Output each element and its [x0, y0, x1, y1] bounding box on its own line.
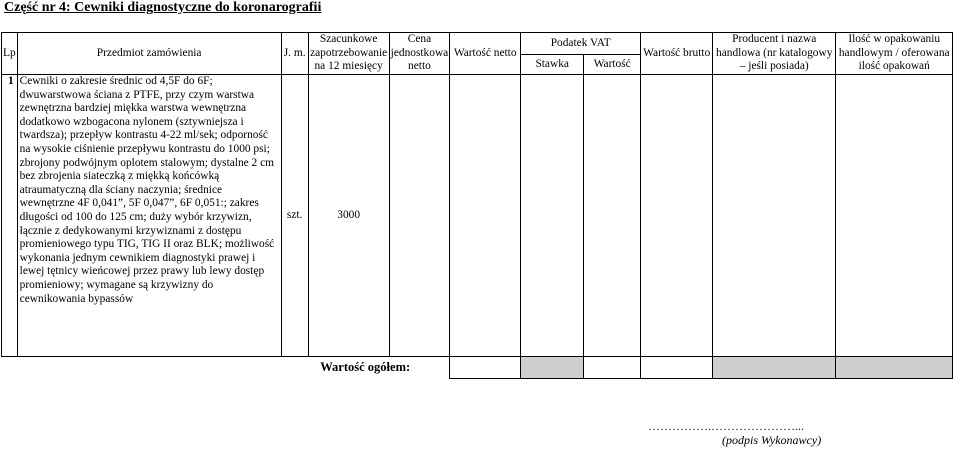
header-vat: Podatek VAT	[521, 33, 641, 55]
header-unit: J. m.	[281, 33, 308, 75]
row-unit: szt.	[281, 75, 308, 357]
table-row	[2, 75, 953, 357]
total-producer-shaded	[713, 357, 836, 379]
row-lp: 1	[2, 75, 18, 357]
header-gross-value: Wartość brutto	[641, 33, 713, 75]
header-vat-value: Wartość	[584, 55, 641, 75]
header-vat-rate: Stawka	[521, 55, 584, 75]
cell-vat-value[interactable]	[584, 75, 641, 357]
header-item: Przedmiot zamówienia	[17, 33, 281, 75]
page-title: Część nr 4: Cewniki diagnostyczne do koronarografii	[4, 0, 322, 15]
cell-unit-price[interactable]	[389, 75, 450, 357]
cell-producer[interactable]	[713, 75, 836, 357]
header-net-value: Wartość netto	[450, 33, 521, 75]
row-description: Cewniki o zakresie średnic od 4,5F do 6F; dwuwarstwowa ściana z PTFE, przy czym warstwa zewnętrzna bardziej miękka warstwa wewnętrzna dodatkowo wzbogacona nylonem (sztywniejsza i twardsza); przepływ kontrastu 4-22 ml/sek; odporność na wysokie ciśnienie przepływu kontrastu do 1000 psi; zbrojony podwójnym oplotem stalowym; dystalne 2 cm bez zbrojenia siateczką z miękką końcówką atraumatyczną dla ściany naczynia; średnice wewnętrzne 4F 0,041”, 5F 0,047”, 6F 0,051:; zakres długości od 100 do 125 cm; duży wybór krzywizn, łącznie z dedykowanymi krzywiznami z dostępu promieniowego typu TIG, TIG II oraz BLK; możliwość wykonania jednym cewnikiem diagnostyki prawej i lewej tętnicy wieńcowej przez prawy lub lewy dostęp promieniowy; wymagane są krzywizny do cewnikowania bypassów	[17, 75, 281, 357]
header-unit-price: Cena jednostkowa netto	[389, 33, 450, 75]
signature-label: (podpis Wykonawcy)	[722, 433, 822, 447]
header-producer: Producent i nazwa handlowa (nr katalogowy – jeśli posiada)	[713, 33, 836, 75]
header-demand: Szacunkowe zapotrzebowanie na 12 miesięcy	[308, 33, 389, 75]
offer-table	[1, 32, 953, 379]
total-vat-rate-shaded	[521, 357, 584, 379]
cell-vat-rate[interactable]	[521, 75, 584, 357]
cell-gross-value[interactable]	[641, 75, 713, 357]
signature-line: …………….…………………...	[648, 419, 804, 433]
cell-net-value[interactable]	[450, 75, 521, 357]
header-lp: Lp	[2, 33, 18, 75]
total-gross-value[interactable]	[641, 357, 713, 379]
total-package-shaded	[836, 357, 953, 379]
row-quantity: 3000	[308, 75, 389, 357]
total-net-value[interactable]	[450, 357, 521, 379]
cell-package[interactable]	[836, 75, 953, 357]
total-label: Wartość ogółem:	[320, 359, 411, 374]
header-package: Ilość w opakowaniu handlowym / oferowana ilość opakowań	[836, 33, 953, 75]
total-vat-value[interactable]	[584, 357, 641, 379]
total-row	[2, 357, 953, 379]
